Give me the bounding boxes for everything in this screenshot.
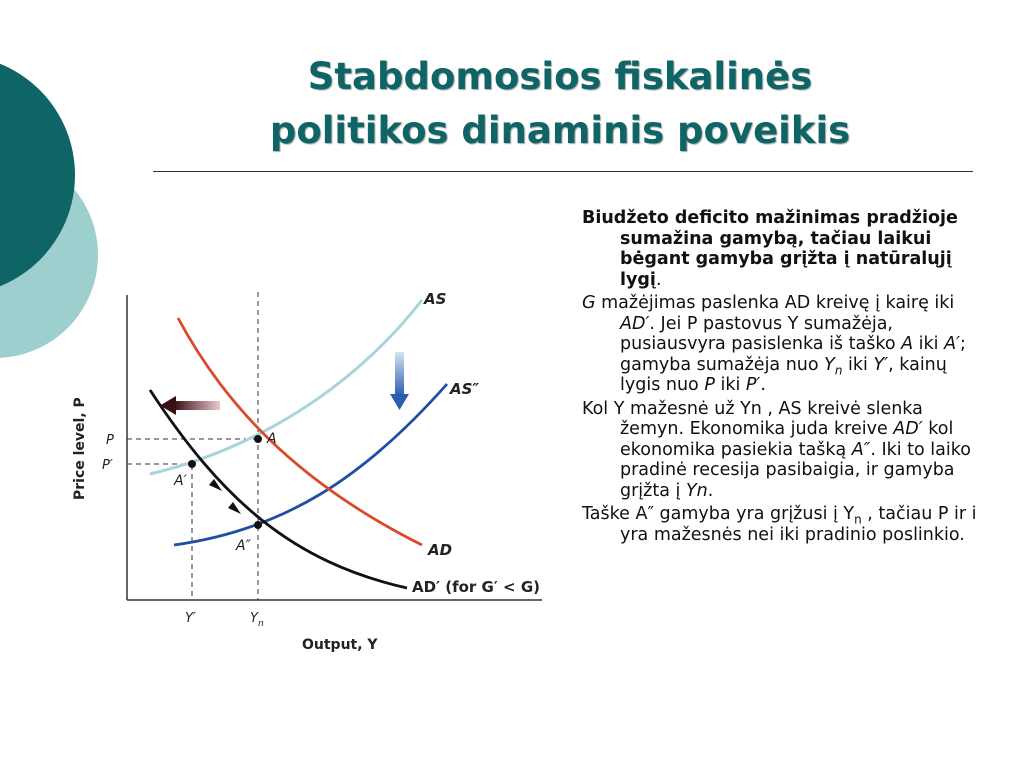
p2-a: mažėjimas paslenka AD kreivę į kairę iki <box>595 293 955 313</box>
ad-label: AD <box>428 541 453 559</box>
paragraph-2 <box>582 293 982 396</box>
point-a-label: A <box>267 431 277 447</box>
p2-ad: AD′ <box>620 313 650 334</box>
y-axis-label: Price level, P <box>72 397 88 500</box>
p1-tick-label: P′ <box>102 458 113 473</box>
title-line-2: politikos dinaminis poveikis <box>269 109 851 152</box>
ad2-curve <box>150 390 407 588</box>
paragraph-3 <box>582 399 982 502</box>
as2-label: AS″ <box>450 380 480 398</box>
ad2-label: AD′ (for G′ < G) <box>412 578 540 596</box>
p4-n: n <box>854 512 862 527</box>
paragraph-1 <box>582 208 982 290</box>
yn-tick-label <box>250 611 264 629</box>
p3-b: kol ekonomika pasiekia tašką <box>620 419 954 460</box>
p3-Yn: Yn <box>685 480 708 501</box>
title-line-1: Stabdomosios fiskalinės <box>307 55 813 98</box>
shift-down-arrow-head <box>390 394 409 410</box>
p2-P1: P′ <box>745 375 761 395</box>
shift-down-arrow-shaft <box>395 352 404 396</box>
p4-b: , tačiau P ir i yra mažesnės nei iki pradinio poslinkio. <box>620 504 977 545</box>
p2-c: iki <box>913 334 945 354</box>
p2-d: ; gamyba sumažėja nuo <box>620 334 966 375</box>
p1-bold: Biudžeto deficito mažinimas pradžioje sumažina gamybą, tačiau laikui bėgant gamyba grįžta į natūralųjį lygį <box>582 208 958 290</box>
p2-g2: iki <box>714 375 746 395</box>
p2-P: P <box>704 375 715 395</box>
point-a2-label: A″ <box>236 538 251 554</box>
p4-a: Taške A″ gamyba yra grįžusi į Y <box>582 504 855 524</box>
movement-arrow-2 <box>228 502 241 514</box>
point-a2 <box>254 521 262 529</box>
shift-left-arrow-shaft <box>174 401 220 410</box>
title-divider <box>153 171 973 172</box>
as-ad-diagram <box>62 280 552 660</box>
p2-A: A <box>901 334 914 354</box>
paragraph-4 <box>582 504 982 545</box>
p2-Y: Y <box>824 354 835 375</box>
ad-curve <box>178 318 422 545</box>
point-a1-label: A′ <box>174 473 187 489</box>
p-tick-label: P <box>106 433 114 448</box>
point-a <box>254 435 262 443</box>
explanation-text <box>582 208 982 548</box>
p3-ad: AD′ <box>893 419 923 439</box>
p2-b: . Jei P pastovus Y sumažėja, pusiausvyra pasislenka iš taško <box>620 313 902 354</box>
yn-tick-main: Y <box>250 611 258 626</box>
p3-a: Kol Y mažesnė už Yn , AS kreivė slenka žemyn. Ekonomika juda kreive <box>582 398 923 439</box>
yn-tick-sub: n <box>257 619 264 629</box>
p2-g: G <box>582 293 596 313</box>
point-a1 <box>188 460 196 468</box>
as-label: AS <box>424 290 447 308</box>
slide-title <box>150 50 970 158</box>
p3-d: . <box>707 480 714 501</box>
y1-tick-label: Y′ <box>185 611 196 626</box>
p3-A2: A″ <box>851 439 871 460</box>
x-axis-label: Output, Y <box>302 637 378 653</box>
p2-A1: A′ <box>944 334 961 354</box>
p2-Y1: Y′ <box>873 354 889 375</box>
p2-n: n <box>834 363 843 377</box>
p1-end: . <box>655 269 662 290</box>
p2-e: iki <box>842 354 874 375</box>
p2-f: , kainų lygis nuo <box>620 354 947 395</box>
shift-left-arrow-head <box>160 396 176 415</box>
p2-h: . <box>760 375 766 395</box>
p3-c: . Iki to laiko pradinė recesija pasibaigia, ir gamyba grįžta į <box>620 439 971 501</box>
